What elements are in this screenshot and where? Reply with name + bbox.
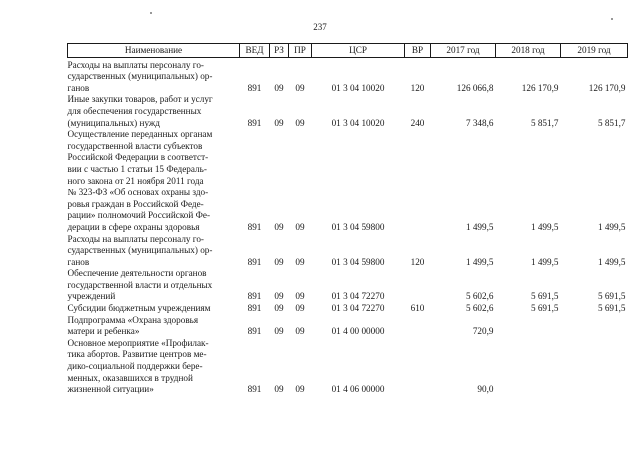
row-name-line: Осуществление переданных органам xyxy=(67,129,213,140)
cell-y2019: 5 851,7 xyxy=(597,117,626,128)
cell-csr: 01 3 04 10020 xyxy=(331,117,385,128)
cell-y2017: 5 602,6 xyxy=(465,303,494,314)
cell-rz: 09 xyxy=(274,117,284,128)
col-header-name: Наименование xyxy=(68,44,240,58)
cell-y2019 xyxy=(561,315,628,338)
row-name-line: ганов xyxy=(67,256,90,267)
cell-ved: 891 xyxy=(247,82,262,93)
row-name-line: дико-социальной поддержки бере- xyxy=(67,361,203,372)
row-name-line: № 323-ФЗ «Об основах охраны здо- xyxy=(67,187,209,198)
row-name-line: рации» полномочий Российской Фе- xyxy=(67,210,211,221)
row-name-line: Субсидии бюджетным учреждениям xyxy=(67,303,211,314)
row-name xyxy=(68,57,240,94)
cell-vr xyxy=(405,315,431,338)
col-header-2017: 2017 год xyxy=(431,44,496,58)
cell-y2019 xyxy=(561,338,628,396)
cell-y2018 xyxy=(496,338,561,396)
cell-y2019: 1 499,5 xyxy=(597,221,626,232)
row-name xyxy=(68,234,240,269)
col-header-pr: ПР xyxy=(289,44,312,58)
cell-csr: 01 4 06 00000 xyxy=(331,384,385,395)
row-name-line: государственной власти и отдельных xyxy=(67,279,213,290)
cell-y2018 xyxy=(496,315,561,338)
cell-y2017: 1 499,5 xyxy=(465,221,494,232)
cell-y2018: 1 499,5 xyxy=(530,256,559,267)
cell-rz: 09 xyxy=(274,256,284,267)
table-row xyxy=(68,338,628,396)
row-name-line: ганов xyxy=(67,82,90,93)
row-name-line: Российской Федерации в соответст- xyxy=(67,152,209,163)
cell-y2019: 5 691,5 xyxy=(597,291,626,302)
row-name-line: ного закона от 21 ноября 2011 года xyxy=(67,175,204,186)
row-name-line: (муниципальных) нужд xyxy=(67,117,160,128)
col-header-ved: ВЕД xyxy=(240,44,270,58)
cell-y2017: 5 602,6 xyxy=(465,291,494,302)
cell-rz: 09 xyxy=(274,384,284,395)
cell-vr xyxy=(405,268,431,303)
table-row xyxy=(68,315,628,338)
col-header-vr: ВР xyxy=(405,44,431,58)
cell-csr: 01 3 04 59800 xyxy=(331,221,385,232)
cell-vr xyxy=(405,129,431,233)
cell-ved: 891 xyxy=(247,384,262,395)
table-row xyxy=(68,57,628,94)
table-row xyxy=(68,303,628,315)
row-name-line: для обеспечения государственных xyxy=(67,105,202,116)
cell-vr: 120 xyxy=(410,82,425,93)
cell-y2017: 90,0 xyxy=(477,384,494,395)
row-name-line: дерации в сфере охраны здоровья xyxy=(67,221,200,232)
row-name xyxy=(68,94,240,129)
row-name-line: учреждений xyxy=(67,291,116,302)
row-name-line: Расходы на выплаты персоналу го- xyxy=(67,233,204,244)
col-header-2019: 2019 год xyxy=(561,44,628,58)
col-header-rz: РЗ xyxy=(270,44,289,58)
row-name xyxy=(68,129,240,233)
cell-rz: 09 xyxy=(274,326,284,337)
table-body xyxy=(68,57,628,396)
cell-y2018: 1 499,5 xyxy=(530,221,559,232)
cell-ved: 891 xyxy=(247,221,262,232)
row-name-line: сударственных (муниципальных) ор- xyxy=(67,71,213,82)
cell-ved: 891 xyxy=(247,117,262,128)
cell-pr: 09 xyxy=(295,117,305,128)
scan-speck xyxy=(611,18,613,20)
cell-y2018: 5 691,5 xyxy=(530,291,559,302)
scan-speck xyxy=(150,12,152,14)
cell-ved: 891 xyxy=(247,256,262,267)
row-name xyxy=(68,268,240,303)
col-header-2018: 2018 год xyxy=(496,44,561,58)
cell-y2017: 7 348,6 xyxy=(465,117,494,128)
cell-pr: 09 xyxy=(295,291,305,302)
row-name-line: Подпрограмма «Охрана здоровья xyxy=(67,314,199,325)
page-number: 237 xyxy=(313,22,327,32)
table-row xyxy=(68,268,628,303)
row-name xyxy=(68,338,240,396)
cell-y2018: 5 691,5 xyxy=(530,303,559,314)
cell-csr: 01 3 04 72270 xyxy=(331,291,385,302)
table-row xyxy=(68,129,628,233)
cell-y2019: 126 170,9 xyxy=(588,82,626,93)
cell-rz: 09 xyxy=(274,221,284,232)
cell-y2019: 5 691,5 xyxy=(597,303,626,314)
cell-pr: 09 xyxy=(295,326,305,337)
cell-vr: 610 xyxy=(410,303,425,314)
row-name-line: государственной власти субъектов xyxy=(67,140,203,151)
cell-ved: 891 xyxy=(247,326,262,337)
cell-ved: 891 xyxy=(247,291,262,302)
row-name-line: сударственных (муниципальных) ор- xyxy=(67,245,213,256)
cell-ved: 891 xyxy=(247,303,262,314)
cell-y2017: 126 066,8 xyxy=(456,82,494,93)
cell-csr: 01 4 00 00000 xyxy=(331,326,385,337)
row-name-line: матери и ребенка» xyxy=(67,326,140,337)
cell-vr xyxy=(405,338,431,396)
cell-csr: 01 3 04 72270 xyxy=(331,303,385,314)
row-name-line: Основное мероприятие «Профилак- xyxy=(67,337,209,348)
row-name-line: тика абортов. Развитие центров ме- xyxy=(67,349,207,360)
row-name-line: Обеспечение деятельности органов xyxy=(67,268,207,279)
cell-y2019: 1 499,5 xyxy=(597,256,626,267)
row-name-line: Расходы на выплаты персоналу го- xyxy=(67,59,204,70)
table-header-row xyxy=(68,44,628,58)
col-header-csr: ЦСР xyxy=(312,44,405,58)
row-name-line: жизненной ситуации» xyxy=(67,384,154,395)
cell-csr: 01 3 04 10020 xyxy=(331,82,385,93)
row-name-line: ровья граждан в Российской Феде- xyxy=(67,198,204,209)
cell-y2017: 720,9 xyxy=(472,326,494,337)
cell-rz: 09 xyxy=(274,291,284,302)
table-row xyxy=(68,94,628,129)
row-name xyxy=(68,303,240,315)
budget-table xyxy=(67,43,628,396)
row-name xyxy=(68,315,240,338)
cell-pr: 09 xyxy=(295,384,305,395)
row-name-line: вии с частью 1 статьи 15 Федераль- xyxy=(67,163,207,174)
cell-pr: 09 xyxy=(295,82,305,93)
row-name-line: менных, оказавшихся в трудной xyxy=(67,372,193,383)
cell-y2018: 126 170,9 xyxy=(521,82,559,93)
cell-csr: 01 3 04 59800 xyxy=(331,256,385,267)
cell-y2017: 1 499,5 xyxy=(465,256,494,267)
cell-rz: 09 xyxy=(274,82,284,93)
cell-rz: 09 xyxy=(274,303,284,314)
row-name-line: Иные закупки товаров, работ и услуг xyxy=(67,94,213,105)
cell-vr: 120 xyxy=(410,256,425,267)
cell-y2018: 5 851,7 xyxy=(530,117,559,128)
cell-vr: 240 xyxy=(410,117,425,128)
table-row xyxy=(68,234,628,269)
cell-pr: 09 xyxy=(295,256,305,267)
cell-pr: 09 xyxy=(295,303,305,314)
cell-pr: 09 xyxy=(295,221,305,232)
